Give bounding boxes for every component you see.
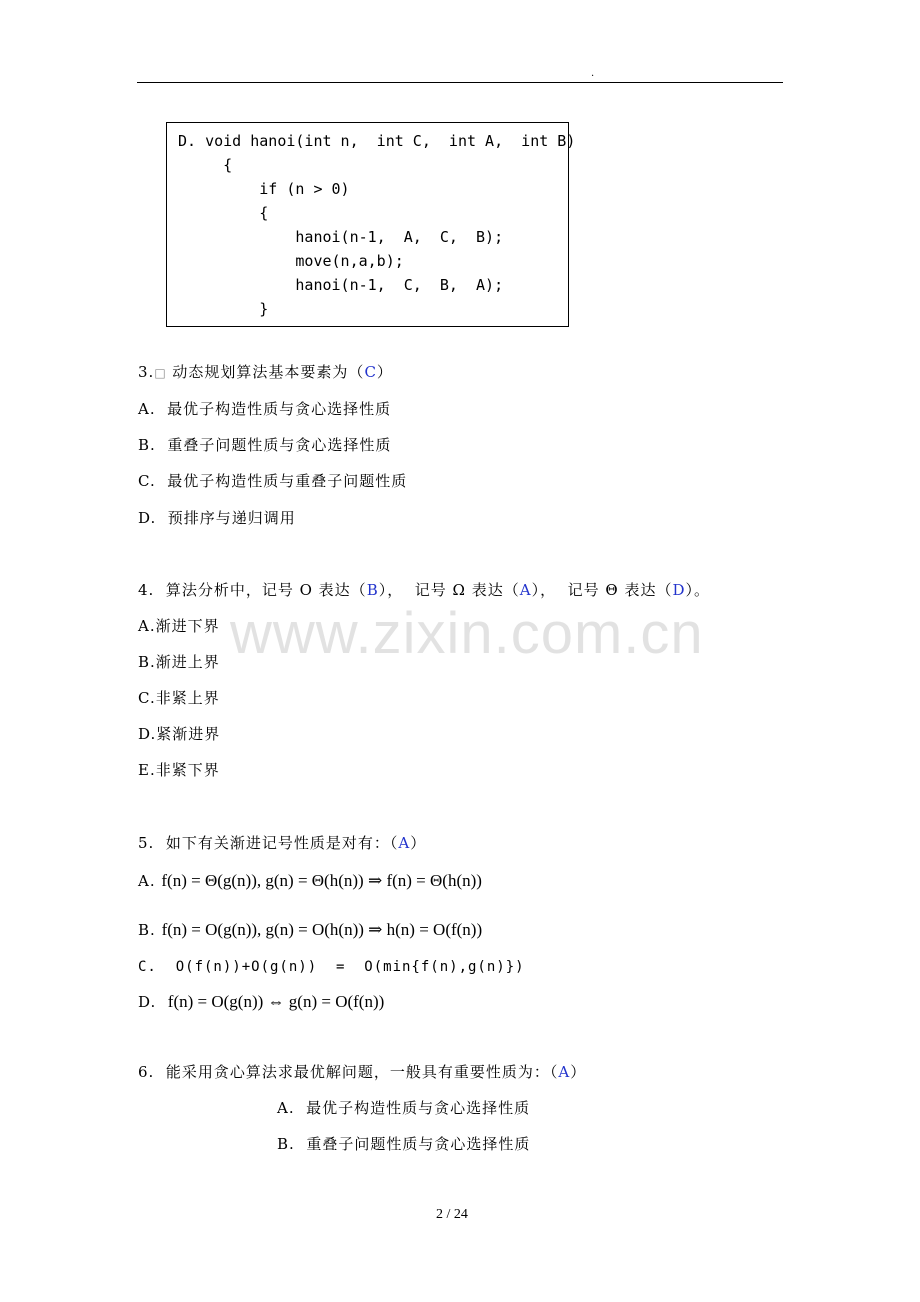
q3-answer: C (364, 363, 377, 381)
q3-option-d: D. 预排序与递归调用 (138, 509, 296, 527)
q4-option-b: B.渐进上界 (138, 653, 220, 671)
q5-close: ） (410, 834, 427, 852)
q3-stem (138, 361, 393, 382)
q5-option-d-label: D. (138, 993, 168, 1011)
code-line-4: { (178, 204, 269, 222)
q5-option-b (138, 920, 482, 940)
code-line-8: } (178, 300, 269, 318)
q4-stem-part-2: ）， 记号 Ω 表达（ (378, 581, 520, 599)
q3-option-c: C. 最优子构造性质与重叠子问题性质 (138, 472, 408, 490)
code-box-option-d (166, 122, 569, 327)
q4-stem-part-1: 4. 算法分析中，记号 O 表达（ (138, 581, 367, 599)
q3-stem-text: 动态规划算法基本要素为（ (166, 363, 365, 381)
code-line-5: hanoi(n-1, A, C, B); (178, 228, 504, 246)
q5-option-b-label: B. (138, 921, 162, 939)
q4-option-d: D.紧渐进界 (138, 725, 221, 743)
q4-option-a: A.渐进下界 (138, 617, 220, 635)
q5-stem (138, 832, 426, 853)
q4-stem (138, 579, 710, 600)
q4-option-c: C.非紧上界 (138, 689, 220, 707)
q5-option-b-formula: f(n) = O(g(n)), g(n) = O(h(n)) ⇒ h(n) = O(f(n)) (161, 920, 483, 939)
q4-answer-1: B (366, 581, 379, 599)
q5-option-a (138, 871, 482, 891)
q5-option-d (138, 992, 384, 1012)
q4-stem-part-3: ）， 记号 Θ 表达（ (531, 581, 673, 599)
q3-option-a: A. 最优子构造性质与贪心选择性质 (138, 400, 392, 418)
q4-stem-part-4: ）。 (685, 581, 710, 599)
watermark: www.zixin.com.cn (230, 601, 704, 666)
q3-number: 3. (138, 363, 155, 381)
q5-stem-text: 5. 如下有关渐进记号性质是对有：（ (138, 834, 399, 852)
page-number: 2 / 24 (436, 1207, 468, 1222)
q4-option-e: E.非紧下界 (138, 761, 220, 779)
code-line-6: move(n,a,b); (178, 252, 404, 270)
code-line-3: if (n > 0) (178, 180, 350, 198)
q3-option-b: B. 重叠子问题性质与贪心选择性质 (138, 436, 392, 454)
header-rule (137, 82, 783, 83)
q5-option-c: C. O(f(n))+O(g(n)) = O(min{f(n),g(n)}) (138, 959, 525, 975)
q5-answer: A (398, 834, 411, 852)
q3-close: ） (376, 363, 393, 381)
q4-answer-3: D (672, 581, 686, 599)
q5-option-a-label: A. (138, 872, 162, 890)
header-dot: . (591, 68, 595, 79)
code-line-7: hanoi(n-1, C, B, A); (178, 276, 504, 294)
q6-option-b: B. 重叠子问题性质与贪心选择性质 (277, 1135, 531, 1153)
q6-close: ） (570, 1063, 587, 1081)
checkbox-icon: □ (154, 366, 167, 380)
code-line-1: D. void hanoi(int n, int C, int A, int B) (178, 132, 576, 150)
q6-stem-text: 6. 能采用贪心算法求最优解问题，一般具有重要性质为：（ (138, 1063, 559, 1081)
code-line-2: { (178, 156, 233, 174)
q6-stem (138, 1061, 586, 1082)
q6-option-a: A. 最优子构造性质与贪心选择性质 (277, 1099, 531, 1117)
q5-option-a-formula: f(n) = Θ(g(n)), g(n) = Θ(h(n)) ⇒ f(n) = Θ(h(n)) (161, 871, 482, 890)
q4-answer-2: A (519, 581, 532, 599)
q6-answer: A (558, 1063, 571, 1081)
q5-option-d-formula: f(n) = O(g(n)) ⇔ g(n) = O(f(n)) (167, 992, 385, 1011)
